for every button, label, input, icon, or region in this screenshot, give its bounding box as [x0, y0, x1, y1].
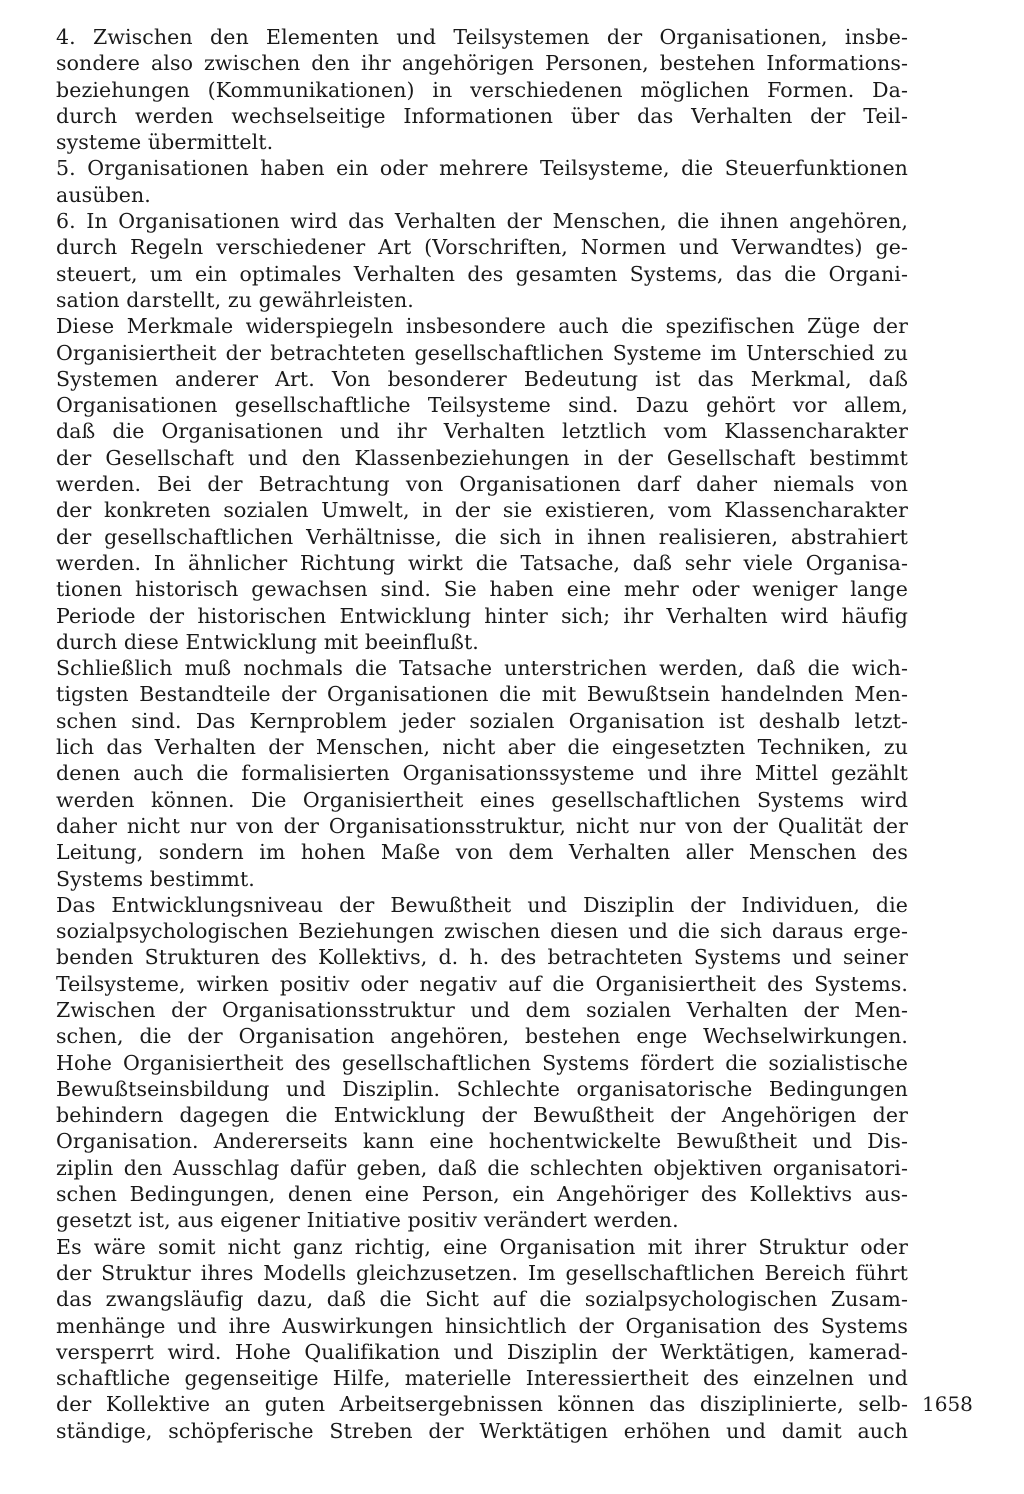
text-line: der gesellschaftlichen Verhältnisse, die sich in ihnen realisieren, abstrahiert: [56, 524, 908, 549]
text-line: werden. In ähnlicher Richtung wirkt die Tatsache, daß sehr viele Organisa-: [56, 550, 908, 575]
text-line: schen sind. Das Kernproblem jeder sozialen Organisation ist deshalb letzt-: [56, 708, 908, 733]
text-line: Schließlich muß nochmals die Tatsache unterstrichen werden, daß die wich-: [56, 656, 908, 681]
text-line: Periode der historischen Entwicklung hinter sich; ihr Verhalten wird häufig: [56, 603, 908, 628]
text-line: Es wäre somit nicht ganz richtig, eine Organisation mit ihrer Struktur oder: [56, 1234, 908, 1259]
body-text: [56, 24, 908, 1444]
text-line: Systemen anderer Art. Von besonderer Bedeutung ist das Merkmal, daß: [56, 366, 908, 391]
document-page: [56, 24, 908, 1444]
text-line: lich das Verhalten der Menschen, nicht aber die eingesetzten Techniken, zu: [56, 735, 908, 760]
text-line: Leitung, sondern im hohen Maße von dem Verhalten aller Menschen des: [56, 840, 908, 865]
text-line: Organisationen gesellschaftliche Teilsysteme sind. Dazu gehört vor allem,: [56, 393, 908, 418]
text-line: schen Bedingungen, denen eine Person, ein Angehöriger des Kollektivs aus-: [56, 1182, 908, 1207]
text-line: Organisation. Andererseits kann eine hochentwickelte Bewußtheit und Dis-: [56, 1129, 908, 1154]
text-line: ausüben.: [56, 182, 151, 207]
page-number: 1658: [922, 1392, 973, 1416]
text-line: Organisiertheit der betrachteten gesellschaftlichen Systeme im Unterschied zu: [56, 340, 908, 365]
text-line: sozialpsychologischen Beziehungen zwischen diesen und die sich daraus erge-: [56, 919, 908, 944]
text-line: durch werden wechselseitige Informationen über das Verhalten der Teil-: [56, 103, 908, 128]
text-line: benden Strukturen des Kollektivs, d. h. des betrachteten Systems und seiner: [56, 945, 908, 970]
text-line: behindern dagegen die Entwicklung der Bewußtheit der Angehörigen der: [56, 1103, 908, 1128]
text-line: der Struktur ihres Modells gleichzusetzen. Im gesellschaftlichen Bereich führt: [56, 1260, 908, 1285]
text-line: steuert, um ein optimales Verhalten des gesamten Systems, das die Organi-: [56, 261, 908, 286]
text-line: Das Entwicklungsniveau der Bewußtheit und Disziplin der Individuen, die: [56, 892, 908, 917]
text-line: versperrt wird. Hohe Qualifikation und Disziplin der Werktätigen, kamerad-: [56, 1339, 908, 1364]
text-line: der Gesellschaft und den Klassenbeziehungen in der Gesellschaft bestimmt: [56, 445, 908, 470]
text-line: Teilsysteme, wirken positiv oder negativ auf die Organisiertheit des Systems.: [56, 971, 908, 996]
text-line: menhänge und ihre Auswirkungen hinsichtlich der Organisation des Systems: [56, 1313, 908, 1338]
text-line: beziehungen (Kommunikationen) in verschiedenen möglichen Formen. Da-: [56, 77, 908, 102]
text-line: tigsten Bestandteile der Organisationen die mit Bewußtsein handelnden Men-: [56, 682, 908, 707]
text-line: schaftliche gegenseitige Hilfe, materielle Interessiertheit des einzelnen und: [56, 1366, 908, 1391]
text-line: daß die Organisationen und ihr Verhalten letztlich vom Klassencharakter: [56, 419, 908, 444]
text-line: der Kollektive an guten Arbeitsergebnissen können das disziplinierte, selb-: [56, 1392, 908, 1417]
text-line: ziplin den Ausschlag dafür geben, daß die schlechten objektiven organisatori-: [56, 1155, 908, 1180]
text-line: ständige, schöpferische Streben der Werktätigen erhöhen und damit auch: [56, 1418, 908, 1443]
text-line: 5. Organisationen haben ein oder mehrere Teilsysteme, die Steuerfunktionen: [56, 156, 908, 181]
text-line: Hohe Organisiertheit des gesellschaftlichen Systems fördert die sozialistische: [56, 1050, 908, 1075]
text-line: daher nicht nur von der Organisationsstruktur, nicht nur von der Qualität der: [56, 813, 908, 838]
text-line: 6. In Organisationen wird das Verhalten der Menschen, die ihnen angehören,: [56, 209, 908, 234]
text-line: durch diese Entwicklung mit beeinflußt.: [56, 629, 479, 654]
text-line: sation darstellt, zu gewährleisten.: [56, 287, 414, 312]
text-line: werden. Bei der Betrachtung von Organisationen darf daher niemals von: [56, 472, 908, 497]
text-line: der konkreten sozialen Umwelt, in der sie existieren, vom Klassencharakter: [56, 498, 908, 523]
text-line: durch Regeln verschiedener Art (Vorschriften, Normen und Verwandtes) ge-: [56, 235, 908, 260]
text-line: Systems bestimmt.: [56, 866, 255, 891]
text-line: Bewußtseinsbildung und Disziplin. Schlechte organisatorische Bedingungen: [56, 1076, 908, 1101]
text-line: gesetzt ist, aus eigener Initiative positiv verändert werden.: [56, 1208, 679, 1233]
text-line: Zwischen der Organisationsstruktur und dem sozialen Verhalten der Men-: [56, 997, 908, 1022]
text-line: das zwangsläufig dazu, daß die Sicht auf die sozialpsychologischen Zusam-: [56, 1287, 908, 1312]
text-line: sondere also zwischen den ihr angehörigen Personen, bestehen Informations-: [56, 51, 908, 76]
text-line: werden können. Die Organisiertheit eines gesellschaftlichen Systems wird: [56, 787, 908, 812]
text-line: tionen historisch gewachsen sind. Sie haben eine mehr oder weniger lange: [56, 577, 908, 602]
text-line: denen auch die formalisierten Organisationssysteme und ihre Mittel gezählt: [56, 761, 908, 786]
text-line: 4. Zwischen den Elementen und Teilsystemen der Organisationen, insbe-: [56, 25, 908, 49]
text-line: systeme übermittelt.: [56, 130, 274, 155]
text-line: Diese Merkmale widerspiegeln insbesondere auch die spezifischen Züge der: [56, 314, 908, 339]
text-line: schen, die der Organisation angehören, bestehen enge Wechselwirkungen.: [56, 1024, 908, 1049]
